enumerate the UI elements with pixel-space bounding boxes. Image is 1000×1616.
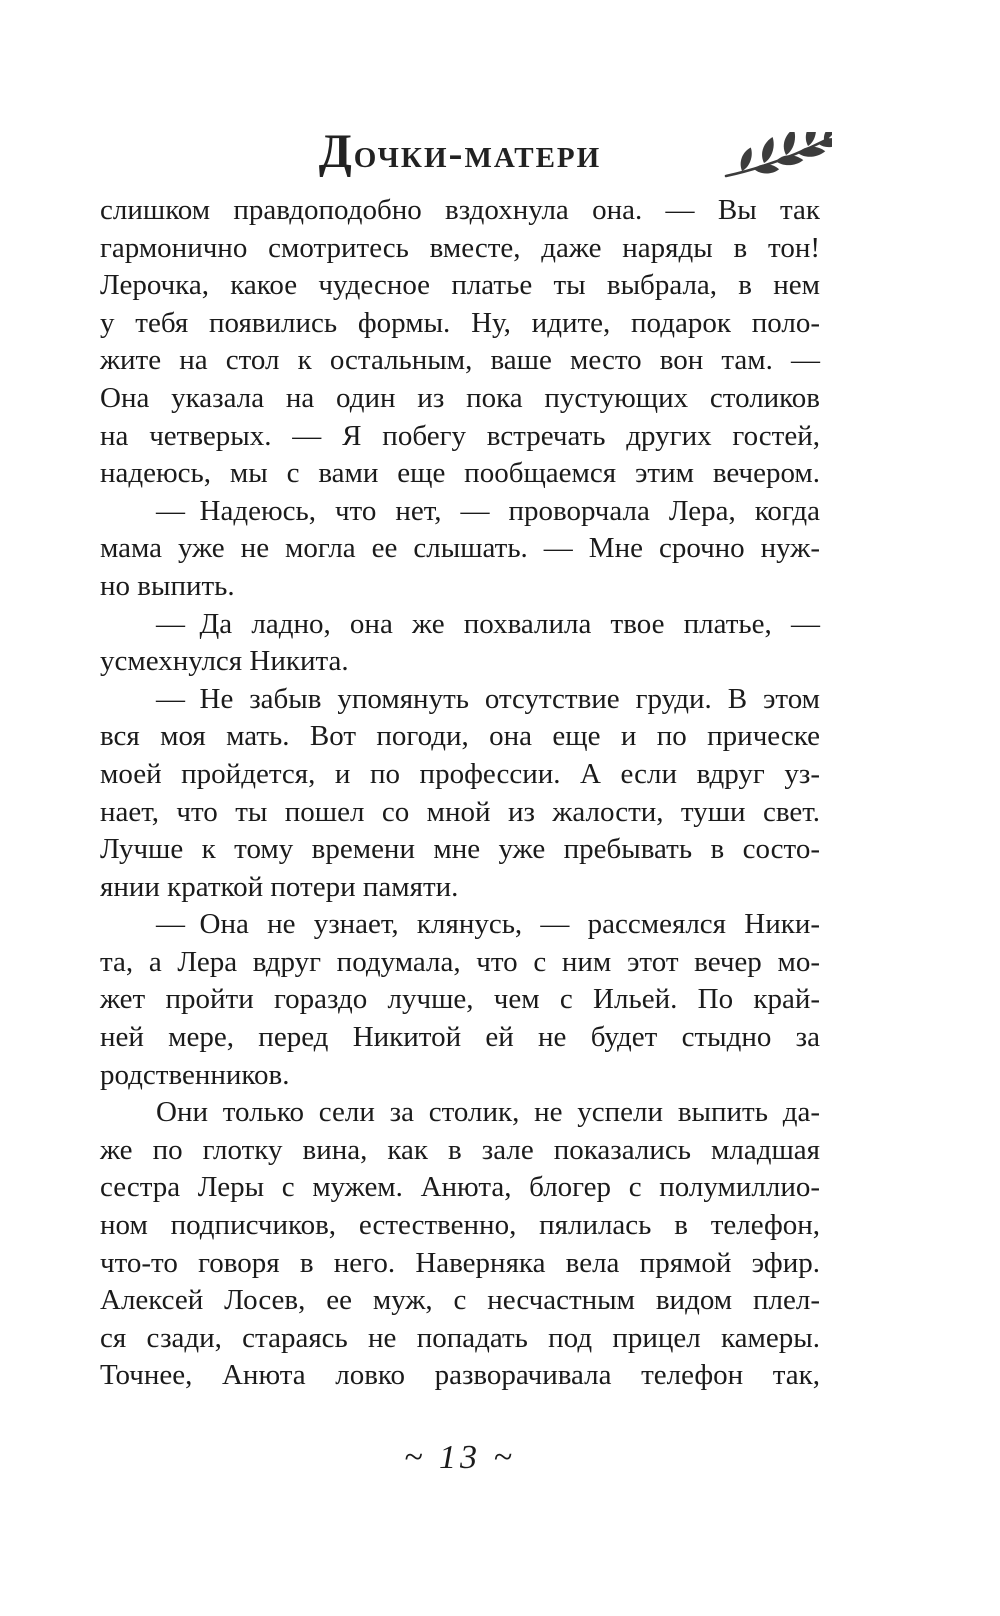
paragraph (100, 493, 820, 606)
text-line: Точнее, Анюта ловко разворачивала телефон так, (100, 1359, 820, 1392)
text-line: — Надеюсь, что нет, — проворчала Лера, когда (156, 494, 820, 527)
paragraph (100, 1094, 820, 1395)
text-line: жет пройти гораздо лучше, чем с Ильей. По край- (100, 983, 820, 1016)
text-line: сестра Леры с мужем. Анюта, блогер с полумиллио- (100, 1171, 820, 1204)
text-line: та, а Лера вдруг подумала, что с ним этот вечер мо- (100, 945, 820, 978)
text-line: Лерочка, какое чудесное платье ты выбрала, в нем (100, 269, 820, 302)
text-line: нает, что ты пошел со мной из жалости, туши свет. (100, 795, 820, 828)
text-line: слишком правдоподобно вздохнула она. — Вы так (100, 194, 820, 226)
text-line: Алексей Лосев, ее муж, с несчастным видом плел- (100, 1284, 820, 1317)
paragraph (100, 606, 820, 681)
text-line: усмехнулся Никита. (100, 645, 349, 678)
paragraph (100, 681, 820, 907)
body-text (100, 192, 820, 1395)
text-line: гармонично смотритесь вместе, даже наряды в тон! (100, 231, 820, 264)
text-line: жите на стол к остальным, ваше место вон там. — (100, 344, 820, 377)
running-head (100, 122, 820, 182)
text-line: — Она не узнает, клянусь, — рассмеялся Ники- (156, 908, 820, 941)
text-line: Они только сели за столик, не успели выпить да- (156, 1096, 820, 1129)
text-line: Она указала на один из пока пустующих столиков (100, 381, 820, 414)
paragraph (100, 192, 820, 493)
text-line: что-то говоря в него. Наверняка вела прямой эфир. (100, 1246, 820, 1279)
text-line: вся моя мать. Вот погоди, она еще и по прическе (100, 720, 820, 753)
text-line: надеюсь, мы с вами еще пообщаемся этим вечером. (100, 457, 820, 490)
text-line: но выпить. (100, 569, 235, 602)
text-line: янии краткой потери памяти. (100, 870, 459, 903)
leaf-branch-icon (724, 132, 832, 182)
text-line: на четверых. — Я побегу встречать других гостей, (100, 419, 820, 452)
text-line: ном подписчиков, естественно, пялилась в телефон, (100, 1209, 820, 1242)
text-line: мама уже не могла ее слышать. — Мне срочно нуж- (100, 532, 820, 565)
text-line: ся сзади, стараясь не попадать под прицел камеры. (100, 1321, 820, 1354)
text-line: же по глотку вина, как в зале показались младшая (100, 1133, 820, 1166)
chapter-title: Дочки-матери (318, 125, 602, 178)
text-line: — Не забыв упомянуть отсутствие груди. В этом (156, 682, 820, 715)
text-line: ней мере, перед Никитой ей не будет стыдно за (100, 1021, 820, 1054)
text-line: родственников. (100, 1058, 290, 1091)
text-line: у тебя появились формы. Ну, идите, подарок поло- (100, 306, 820, 339)
text-line: — Да ладно, она же похвалила твое платье, — (156, 607, 820, 640)
text-line: Лучше к тому времени мне уже пребывать в состо- (100, 833, 820, 866)
text-line: моей пройдется, и по профессии. А если вдруг уз- (100, 757, 820, 790)
page-number: ~ 13 ~ (404, 1439, 516, 1476)
paragraph (100, 906, 820, 1094)
